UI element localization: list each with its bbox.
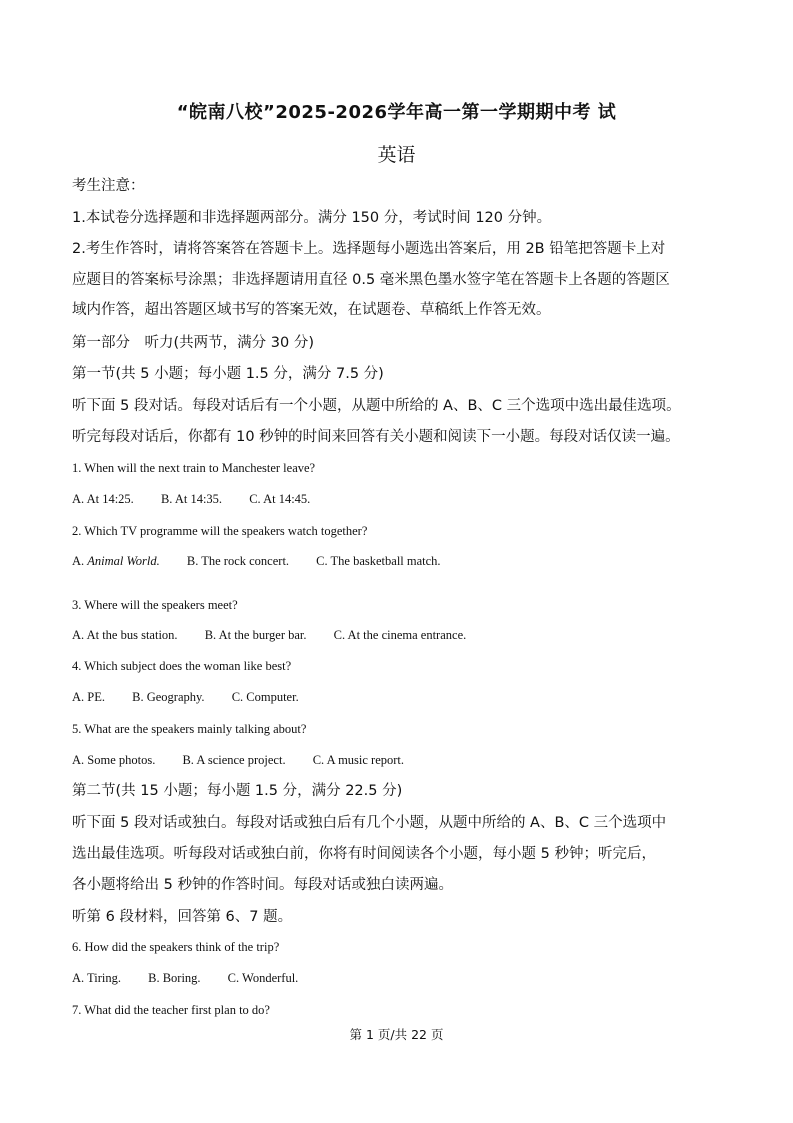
subject-title: 英语 [377, 144, 416, 166]
section2-instruction-line-2: 选出最佳选项。听每段对话或独白前，你将有时间阅读各个小题，每小题 5 秒钟；听完后， [72, 846, 656, 862]
question-6-option-b: B. Boring. [148, 971, 201, 985]
question-5-stem: 5. What are the speakers mainly talking about? [72, 722, 307, 736]
notes-item-2-line-3: 域内作答，超出答题区域书写的答案无效，在试题卷、草稿纸上作答无效。 [72, 302, 551, 318]
question-2-option-c: C. The basketball match. [316, 554, 441, 568]
question-4-option-b: B. Geography. [132, 690, 205, 704]
page-number-footer: 第 1 页/共 22 页 [349, 1027, 444, 1042]
question-4-options [72, 689, 299, 705]
exam-title: “皖南八校”2025-2026学年高一第一学期期中考 试 [176, 102, 617, 123]
material-6-heading: 听第 6 段材料，回答第 6、7 题。 [72, 909, 293, 925]
question-2-option-a [72, 554, 160, 568]
question-6-option-c: C. Wonderful. [227, 971, 299, 985]
section2-heading: 第二节(共 15 小题；每小题 1.5 分，满分 22.5 分) [72, 783, 403, 799]
question-3-options [72, 627, 466, 643]
question-5-option-c: C. A music report. [312, 753, 405, 767]
question-2-option-b: B. The rock concert. [186, 554, 290, 568]
notes-heading: 考生注意： [72, 178, 145, 194]
question-6-options [72, 970, 298, 986]
question-3-option-b: B. At the burger bar. [204, 628, 307, 642]
question-7-stem: 7. What did the teacher first plan to do? [72, 1003, 270, 1017]
question-2-option-a-letter: A. [72, 554, 85, 568]
question-6-option-a: A. Tiring. [72, 971, 121, 985]
question-2-option-a-title: Animal World. [87, 554, 160, 568]
question-3-option-a: A. At the bus station. [72, 628, 178, 642]
section1-instruction-line-2: 听完每段对话后，你都有 10 秒钟的时间来回答有关小题和阅读下一小题。每段对话仅读一遍。 [72, 429, 680, 445]
question-6-stem: 6. How did the speakers think of the trip? [72, 940, 280, 954]
section1-instruction-line-1: 听下面 5 段对话。每段对话后有一个小题，从题中所给的 A、B、C 三个选项中选出最佳选项。 [72, 398, 681, 414]
question-4-stem: 4. Which subject does the woman like best? [72, 659, 292, 673]
notes-item-2-line-1: 2.考生作答时，请将答案答在答题卡上。选择题每小题选出答案后，用 2B 铅笔把答题卡上对 [72, 241, 666, 257]
question-3-option-c: C. At the cinema entrance. [333, 628, 467, 642]
question-4-option-c: C. Computer. [231, 690, 299, 704]
question-5-options [72, 752, 404, 768]
part1-heading: 第一部分 听力(共两节，满分 30 分) [72, 335, 314, 351]
question-1-stem: 1. When will the next train to Manchester leave? [72, 461, 316, 475]
section2-instruction-line-3: 各小题将给出 5 秒钟的作答时间。每段对话或独白读两遍。 [72, 877, 453, 893]
question-1-option-b: B. At 14:35. [160, 492, 223, 506]
question-5-option-a: A. Some photos. [72, 753, 156, 767]
question-1-option-c: C. At 14:45. [249, 492, 311, 506]
section2-instruction-line-1: 听下面 5 段对话或独白。每段对话或独白后有几个小题，从题中所给的 A、B、C 三个选项中 [72, 815, 667, 831]
question-3-stem: 3. Where will the speakers meet? [72, 598, 238, 612]
section1-heading: 第一节(共 5 小题；每小题 1.5 分，满分 7.5 分) [72, 366, 384, 382]
question-2-options [72, 553, 441, 569]
notes-item-2-line-2: 应题目的答案标号涂黑；非选择题请用直径 0.5 毫米黑色墨水签字笔在答题卡上各题的答题区 [72, 272, 670, 288]
question-1-options [72, 491, 310, 507]
question-2-stem: 2. Which TV programme will the speakers watch together? [72, 524, 368, 538]
question-4-option-a: A. PE. [72, 690, 105, 704]
notes-item-1: 1.本试卷分选择题和非选择题两部分。满分 150 分，考试时间 120 分钟。 [72, 210, 552, 226]
question-5-option-b: B. A science project. [182, 753, 286, 767]
question-1-option-a: A. At 14:25. [72, 492, 134, 506]
